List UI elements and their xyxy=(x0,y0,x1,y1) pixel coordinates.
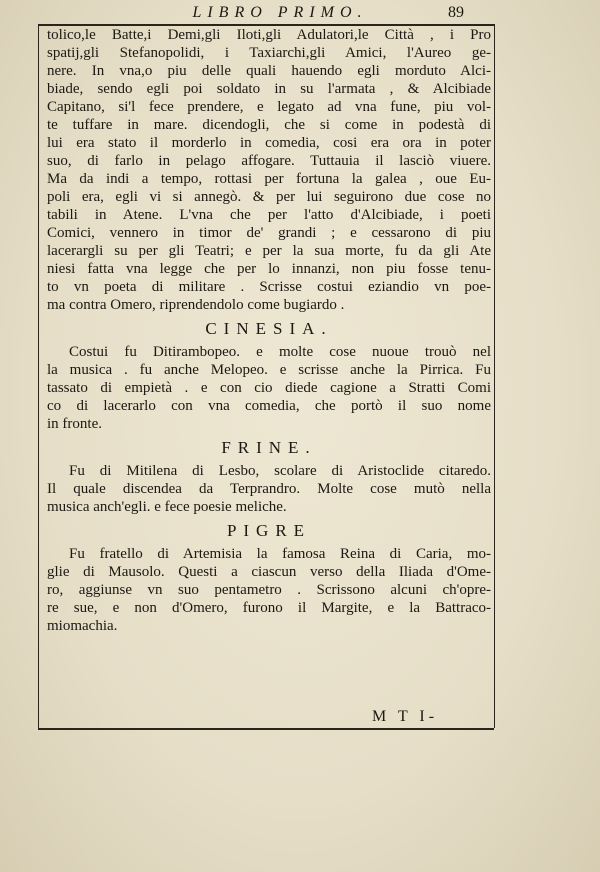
section-heading-cinesia: CINESIA. xyxy=(205,319,333,338)
section-cinesia xyxy=(47,343,491,433)
section-frine xyxy=(47,462,491,516)
text-line: Fu di Mitilena di Lesbo, scolare di Aristoclide citaredo. xyxy=(69,463,491,479)
text-line: suo, di farlo in pelago affogare. Tuttauia il lasciò viuere. xyxy=(47,153,491,169)
text-line: in fronte. xyxy=(47,416,102,432)
text-line: musica anch'egli. e fece poesie meliche. xyxy=(47,499,287,515)
text-line: Il quale discendea da Terprandro. Molte cose mutò nella xyxy=(47,481,491,497)
bottom-rule xyxy=(38,728,494,730)
text-line: poli era, egli vi si annegò. & per lui seguirono due cose no xyxy=(47,189,491,205)
text-line: glie di Mausolo. Questi a ciascun verso della Iliada d'Ome- xyxy=(47,564,491,580)
text-line: te tuffare in mare. dicendogli, che si come in podestà di xyxy=(47,117,491,133)
section-heading-pigre: PIGRE xyxy=(226,521,312,540)
running-head: LIBRO PRIMO. xyxy=(192,4,368,21)
section-eupolis-continued xyxy=(47,26,491,314)
catchword: M T I- xyxy=(372,708,439,725)
text-line: Comici, vennero in timor de' grandi ; e cessarono di piu xyxy=(47,225,491,241)
text-line: lacerargli su per gli Teatri; e per la sua morte, fu da gli Ate xyxy=(47,243,491,259)
text-line: Capitano, si'l fece prendere, e legato ad vna fune, piu vol- xyxy=(47,99,491,115)
text-line: niesi fatta vna legge che per lo innanzi, non piu fosse tenu- xyxy=(47,261,491,277)
right-rule xyxy=(494,24,495,728)
text-line: re sue, e non d'Omero, furono il Margite, e la Battraco- xyxy=(47,600,491,616)
text-line: spatij,gli Stefanopolidi, i Taxiarchi,gli Amici, l'Aureo ge- xyxy=(47,45,491,61)
text-line: nere. In vna,o piu delle quali hauendo egli morduto Alci- xyxy=(47,63,491,79)
text-line: tassato di empietà . e con cio diede cagione a Stratti Comi xyxy=(47,380,491,396)
body-text xyxy=(47,26,491,635)
text-line: miomachia. xyxy=(47,618,118,634)
text-line: ma contra Omero, riprendendolo come bugiardo . xyxy=(47,297,345,313)
section-heading-frine: FRINE. xyxy=(221,438,317,457)
left-rule xyxy=(38,24,39,728)
text-line: la musica . fu anche Melopeo. e scrisse anche la Pirrica. Fu xyxy=(47,362,491,378)
text-line: co di lacerarlo con vna comedia, che portò il suo nome xyxy=(47,398,491,414)
text-line: lui era stato il morderlo in comedia, cosi era ora in poter xyxy=(47,135,491,151)
text-line: tabili in Atene. L'vna che per l'atto d'Alcibiade, i poeti xyxy=(47,207,491,223)
text-line: Fu fratello di Artemisia la famosa Reina di Caria, mo- xyxy=(69,546,491,562)
text-line: Costui fu Ditirambopeo. e molte cose nuoue trouò nel xyxy=(69,344,491,360)
text-line: ro, aggiunse vn suo pentametro . Scrissono alcuni ch'opre- xyxy=(47,582,491,598)
text-line: biade, sendo egli poi soldato in su l'armata , & Alcibiade xyxy=(47,81,491,97)
text-line: tolico,le Batte,i Demi,gli Iloti,gli Adulatori,le Città , i Pro xyxy=(47,27,491,43)
page-number: 89 xyxy=(448,4,464,21)
text-line: to vn poeta di militare . Scrisse costui eziandio vn poe- xyxy=(47,279,491,295)
text-line: Ma da indi a tempo, rottasi per fortuna la galea , oue Eu- xyxy=(47,171,491,187)
section-pigre xyxy=(47,545,491,635)
